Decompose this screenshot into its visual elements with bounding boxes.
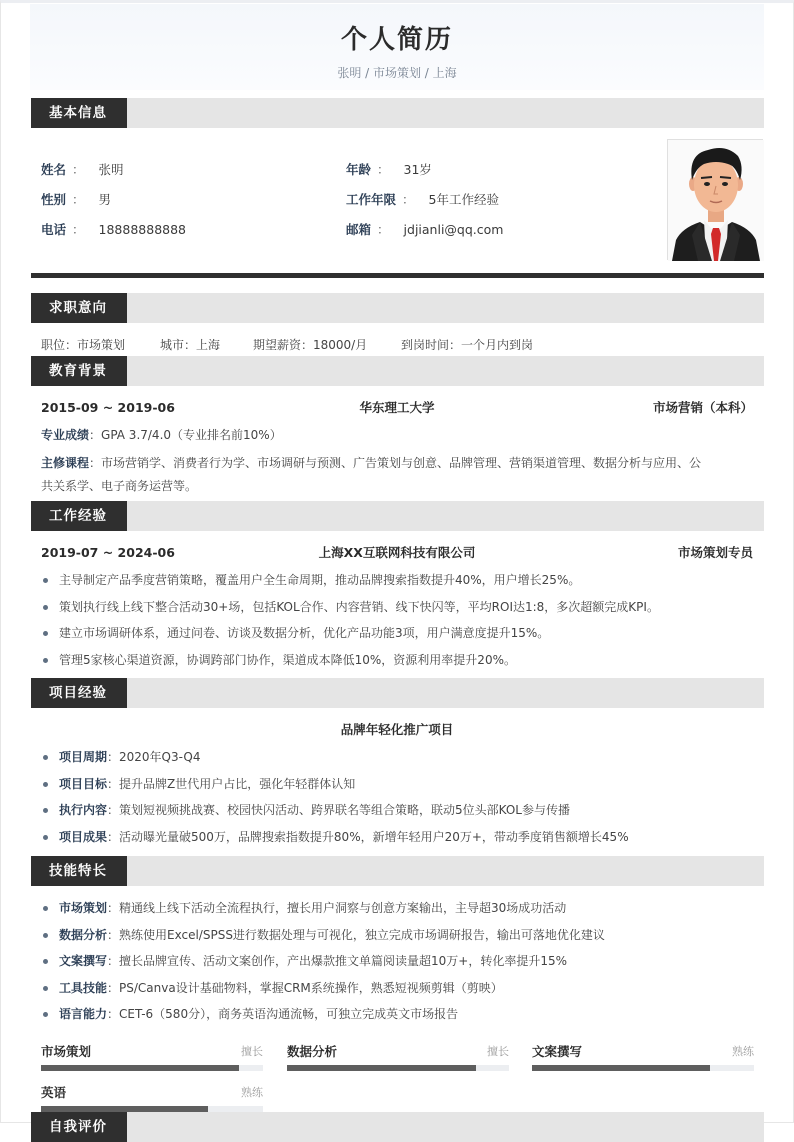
info-work-years: 工作年限 ： 5年工作经验 <box>346 192 499 207</box>
bullet-icon <box>43 755 48 760</box>
section-education <box>31 356 764 386</box>
list-item: 项目周期：2020年Q3-Q4 <box>43 748 629 775</box>
list-item: 市场策划：精通线上线下活动全流程执行，擅长用户洞察与创意方案输出，主导超30场成功活动 <box>43 899 605 926</box>
list-item: 建立市场调研体系，通过问卷、访谈及数据分析，优化产品功能3项，用户满意度提升15%。 <box>43 624 659 651</box>
bullet-icon <box>43 808 48 813</box>
bullet-icon <box>43 906 48 911</box>
courses-value: ：市场营销学、消费者行为学、市场调研与预测、广告策划与创意、品牌管理、营销渠道管理、数据分析与应用、公 <box>89 456 702 470</box>
section-title: 教育背景 <box>31 356 127 386</box>
info-value: 18888888888 <box>98 222 187 237</box>
info-value: 31岁 <box>403 162 432 177</box>
progress-fill <box>287 1065 476 1071</box>
bullet-icon <box>43 782 48 787</box>
page-subtitle: 张明 / 市场策划 / 上海 <box>337 66 457 80</box>
work-role: 市场策划专员 <box>677 545 753 560</box>
section-title: 技能特长 <box>31 856 127 886</box>
project-header-row <box>41 721 753 739</box>
skills-bullets <box>43 899 605 1032</box>
info-value: 5年工作经验 <box>428 192 499 207</box>
section-title: 基本信息 <box>31 98 127 128</box>
gpa-value: ：GPA 3.7/4.0（专业排名前10%） <box>89 428 282 442</box>
info-label: 年龄 <box>346 162 372 177</box>
list-item: 工具技能：PS/Canva设计基础物料，掌握CRM系统操作，熟悉短视频剪辑（剪映） <box>43 979 605 1006</box>
info-gender: 性别 ： 男 <box>41 192 112 207</box>
education-courses <box>41 454 701 472</box>
section-skills <box>31 856 764 886</box>
skill-bar-copywriting: 文案撰写 熟练 <box>532 1042 754 1082</box>
section-title: 项目经验 <box>31 678 127 708</box>
section-job-intent <box>31 293 764 323</box>
bullet-icon <box>43 959 48 964</box>
work-company: 上海XX互联网科技有限公司 <box>318 545 476 560</box>
info-label: 性别 <box>41 192 67 207</box>
info-value: 男 <box>98 192 112 207</box>
progress-track <box>287 1065 509 1071</box>
info-label: 电话 <box>41 222 67 237</box>
info-label: 工作年限 <box>346 192 397 207</box>
skill-bar-data-analysis: 数据分析 擅长 <box>287 1042 509 1082</box>
list-item: 语言能力：CET-6（580分），商务英语沟通流畅，可独立完成英文市场报告 <box>43 1005 605 1032</box>
bullet-icon <box>43 1012 48 1017</box>
info-email: 邮箱 ： jdjianli@qq.com <box>346 222 504 237</box>
bullet-icon <box>43 578 48 583</box>
education-gpa <box>41 426 282 444</box>
list-item: 主导制定产品季度营销策略，覆盖用户全生命周期，推动品牌搜索指数提升40%，用户增长25%。 <box>43 571 659 598</box>
bullet-icon <box>43 605 48 610</box>
education-school: 华东理工大学 <box>359 400 435 415</box>
list-item: 文案撰写：擅长品牌宣传、活动文案创作，产出爆款推文单篇阅读量超10万+，转化率提升15% <box>43 952 605 979</box>
bullet-icon <box>43 835 48 840</box>
list-item: 执行内容：策划短视频挑战赛、校园快闪活动、跨界联名等组合策略，联动5位头部KOL参与传播 <box>43 801 629 828</box>
list-item: 管理5家核心渠道资源，协调跨部门协作，渠道成本降低10%，资源利用率提升20%。 <box>43 651 659 678</box>
list-item: 项目目标：提升品牌Z世代用户占比，强化年轻群体认知 <box>43 775 629 802</box>
info-value: jdjianli@qq.com <box>403 222 504 237</box>
courses-label: 主修课程 <box>41 456 90 470</box>
section-basic-info <box>31 98 764 128</box>
progress-fill <box>532 1065 710 1071</box>
section-work <box>31 501 764 531</box>
section-title: 自我评价 <box>31 1112 127 1142</box>
info-value: 张明 <box>98 162 124 177</box>
education-header-row <box>41 399 753 417</box>
education-courses-cont: 共关系学、电子商务运营等。 <box>41 479 198 493</box>
intent-city: 城市：上海 <box>160 338 221 352</box>
info-name: 姓名 ： 张明 <box>41 162 124 177</box>
section-title: 工作经验 <box>31 501 127 531</box>
info-label: 邮箱 <box>346 222 372 237</box>
list-item: 策划执行线上线下整合活动30+场，包括KOL合作、内容营销、线下快闪等，平均ROI达1:8，多次超额完成KPI。 <box>43 598 659 625</box>
intent-salary: 期望薪资：18000/月 <box>253 338 368 352</box>
info-phone: 电话 ： 18888888888 <box>41 222 187 237</box>
skill-bar-english: 英语 熟练 <box>41 1083 263 1123</box>
resume-header <box>30 4 764 90</box>
bullet-icon <box>43 986 48 991</box>
project-name: 品牌年轻化推广项目 <box>340 722 454 737</box>
gpa-label: 专业成绩 <box>41 428 90 442</box>
list-item: 项目成果：活动曝光量破500万，品牌搜索指数提升80%，新增年轻用户20万+，带动季度销售额增长45% <box>43 828 629 855</box>
progress-track <box>532 1065 754 1071</box>
avatar-photo <box>667 139 763 260</box>
progress-fill <box>41 1065 239 1071</box>
intent-position: 职位：市场策划 <box>41 338 126 352</box>
skill-bar-marketing: 市场策划 擅长 <box>41 1042 263 1082</box>
person-portrait-icon <box>668 140 764 261</box>
info-age: 年龄 ： 31岁 <box>346 162 432 177</box>
progress-track <box>41 1065 263 1071</box>
bullet-icon <box>43 658 48 663</box>
divider <box>31 273 764 278</box>
work-header-row <box>41 544 753 562</box>
section-self-evaluation <box>31 1112 764 1142</box>
work-bullets <box>43 571 659 677</box>
work-period: 2019-07 ~ 2024-06 <box>41 545 175 560</box>
bullet-icon <box>43 631 48 636</box>
project-bullets <box>43 748 629 854</box>
info-label: 姓名 <box>41 162 67 177</box>
list-item: 数据分析：熟练使用Excel/SPSS进行数据处理与可视化，独立完成市场调研报告，输出可落地优化建议 <box>43 926 605 953</box>
section-title: 求职意向 <box>31 293 127 323</box>
education-period: 2015-09 ~ 2019-06 <box>41 400 175 415</box>
section-project <box>31 678 764 708</box>
bullet-icon <box>43 933 48 938</box>
education-major: 市场营销（本科） <box>652 400 753 415</box>
intent-arrival: 到岗时间：一个月内到岗 <box>401 338 534 352</box>
page-title: 个人简历 <box>340 25 453 55</box>
